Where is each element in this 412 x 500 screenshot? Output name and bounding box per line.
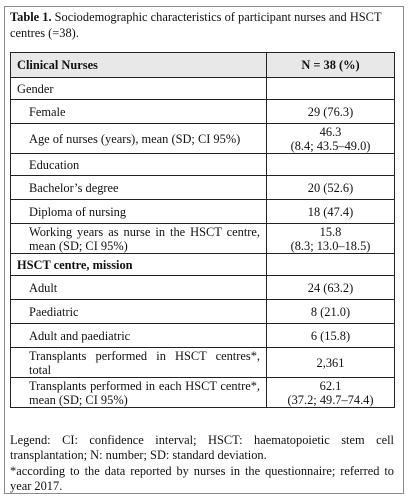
table-row: [11, 324, 395, 348]
table-row: [11, 200, 395, 224]
row-label-working-years: Working years as nurse in the HSCT centre, mean (SD; CI 95%): [11, 224, 267, 254]
row-label-female: Female: [11, 100, 267, 124]
header-n-total: N = 38 (%): [267, 53, 395, 78]
row-label-transplants-total: Transplants performed in HSCT centres*, total: [11, 348, 267, 378]
row-value-age: [267, 124, 395, 154]
table-section-row: [11, 254, 395, 276]
row-label-hsct-centre-mission: HSCT centre, mission: [11, 254, 267, 276]
row-value-transplants-each-spread: (37.2; 49.7–74.4): [287, 392, 374, 407]
row-label-paediatric: Paediatric: [11, 300, 267, 324]
row-label-adult-and-paediatric: Adult and paediatric: [11, 324, 267, 348]
row-value-working-years-mean: 15.8: [319, 224, 342, 239]
row-value-gender: [267, 78, 395, 100]
row-value-working-years-spread: (8.3; 13.0–18.5): [290, 238, 371, 253]
row-value-bachelor: 20 (52.6): [267, 176, 395, 200]
row-value-transplants-each-mean: 62.1: [319, 378, 342, 393]
row-label-adult: Adult: [11, 276, 267, 300]
table-row: [11, 154, 395, 176]
row-label-education: Education: [11, 154, 267, 176]
row-label-bachelor: Bachelor’s degree: [11, 176, 267, 200]
table-caption: [10, 10, 394, 41]
table-row: [11, 378, 395, 408]
row-label-diploma: Diploma of nursing: [11, 200, 267, 224]
sociodemographic-table: [10, 52, 395, 408]
table-legend: [10, 433, 394, 495]
row-value-adult-and-paediatric: 6 (15.8): [267, 324, 395, 348]
table-row: [11, 124, 395, 154]
legend-abbreviations: Legend: CI: confidence interval; HSCT: haematopoietic stem cell transplantation; N: number; SD: standard deviation.: [10, 433, 394, 463]
row-label-transplants-each: Transplants performed in each HSCT centre*, mean (SD; CI 95%): [11, 378, 267, 408]
row-value-diploma: 18 (47.4): [267, 200, 395, 224]
table-row: [11, 100, 395, 124]
row-value-paediatric: 8 (21.0): [267, 300, 395, 324]
table-row: [11, 224, 395, 254]
table-header-row: [11, 53, 395, 78]
row-value-adult: 24 (63.2): [267, 276, 395, 300]
row-value-education: [267, 154, 395, 176]
header-clinical-nurses: Clinical Nurses: [11, 53, 267, 78]
table-row: [11, 78, 395, 100]
row-value-transplants-total: 2,361: [267, 348, 395, 378]
row-value-hsct-centre-mission: [267, 254, 395, 276]
row-label-age: Age of nurses (years), mean (SD; CI 95%): [11, 124, 267, 154]
row-label-gender: Gender: [11, 78, 267, 100]
row-value-age-mean: 46.3: [319, 124, 342, 139]
table-caption-label: Table 1.: [10, 10, 52, 24]
table-row: [11, 300, 395, 324]
table-row: [11, 276, 395, 300]
table-row: [11, 348, 395, 378]
table-row: [11, 176, 395, 200]
legend-footnote: *according to the data reported by nurses in the questionnaire; referred to year 2017.: [10, 463, 394, 494]
row-value-transplants-each: [267, 378, 395, 408]
table-caption-text: Sociodemographic characteristics of participant nurses and HSCT centres (=38).: [10, 10, 382, 40]
row-value-working-years: [267, 224, 395, 254]
row-value-female: 29 (76.3): [267, 100, 395, 124]
row-value-age-spread: (8.4; 43.5–49.0): [290, 138, 371, 153]
